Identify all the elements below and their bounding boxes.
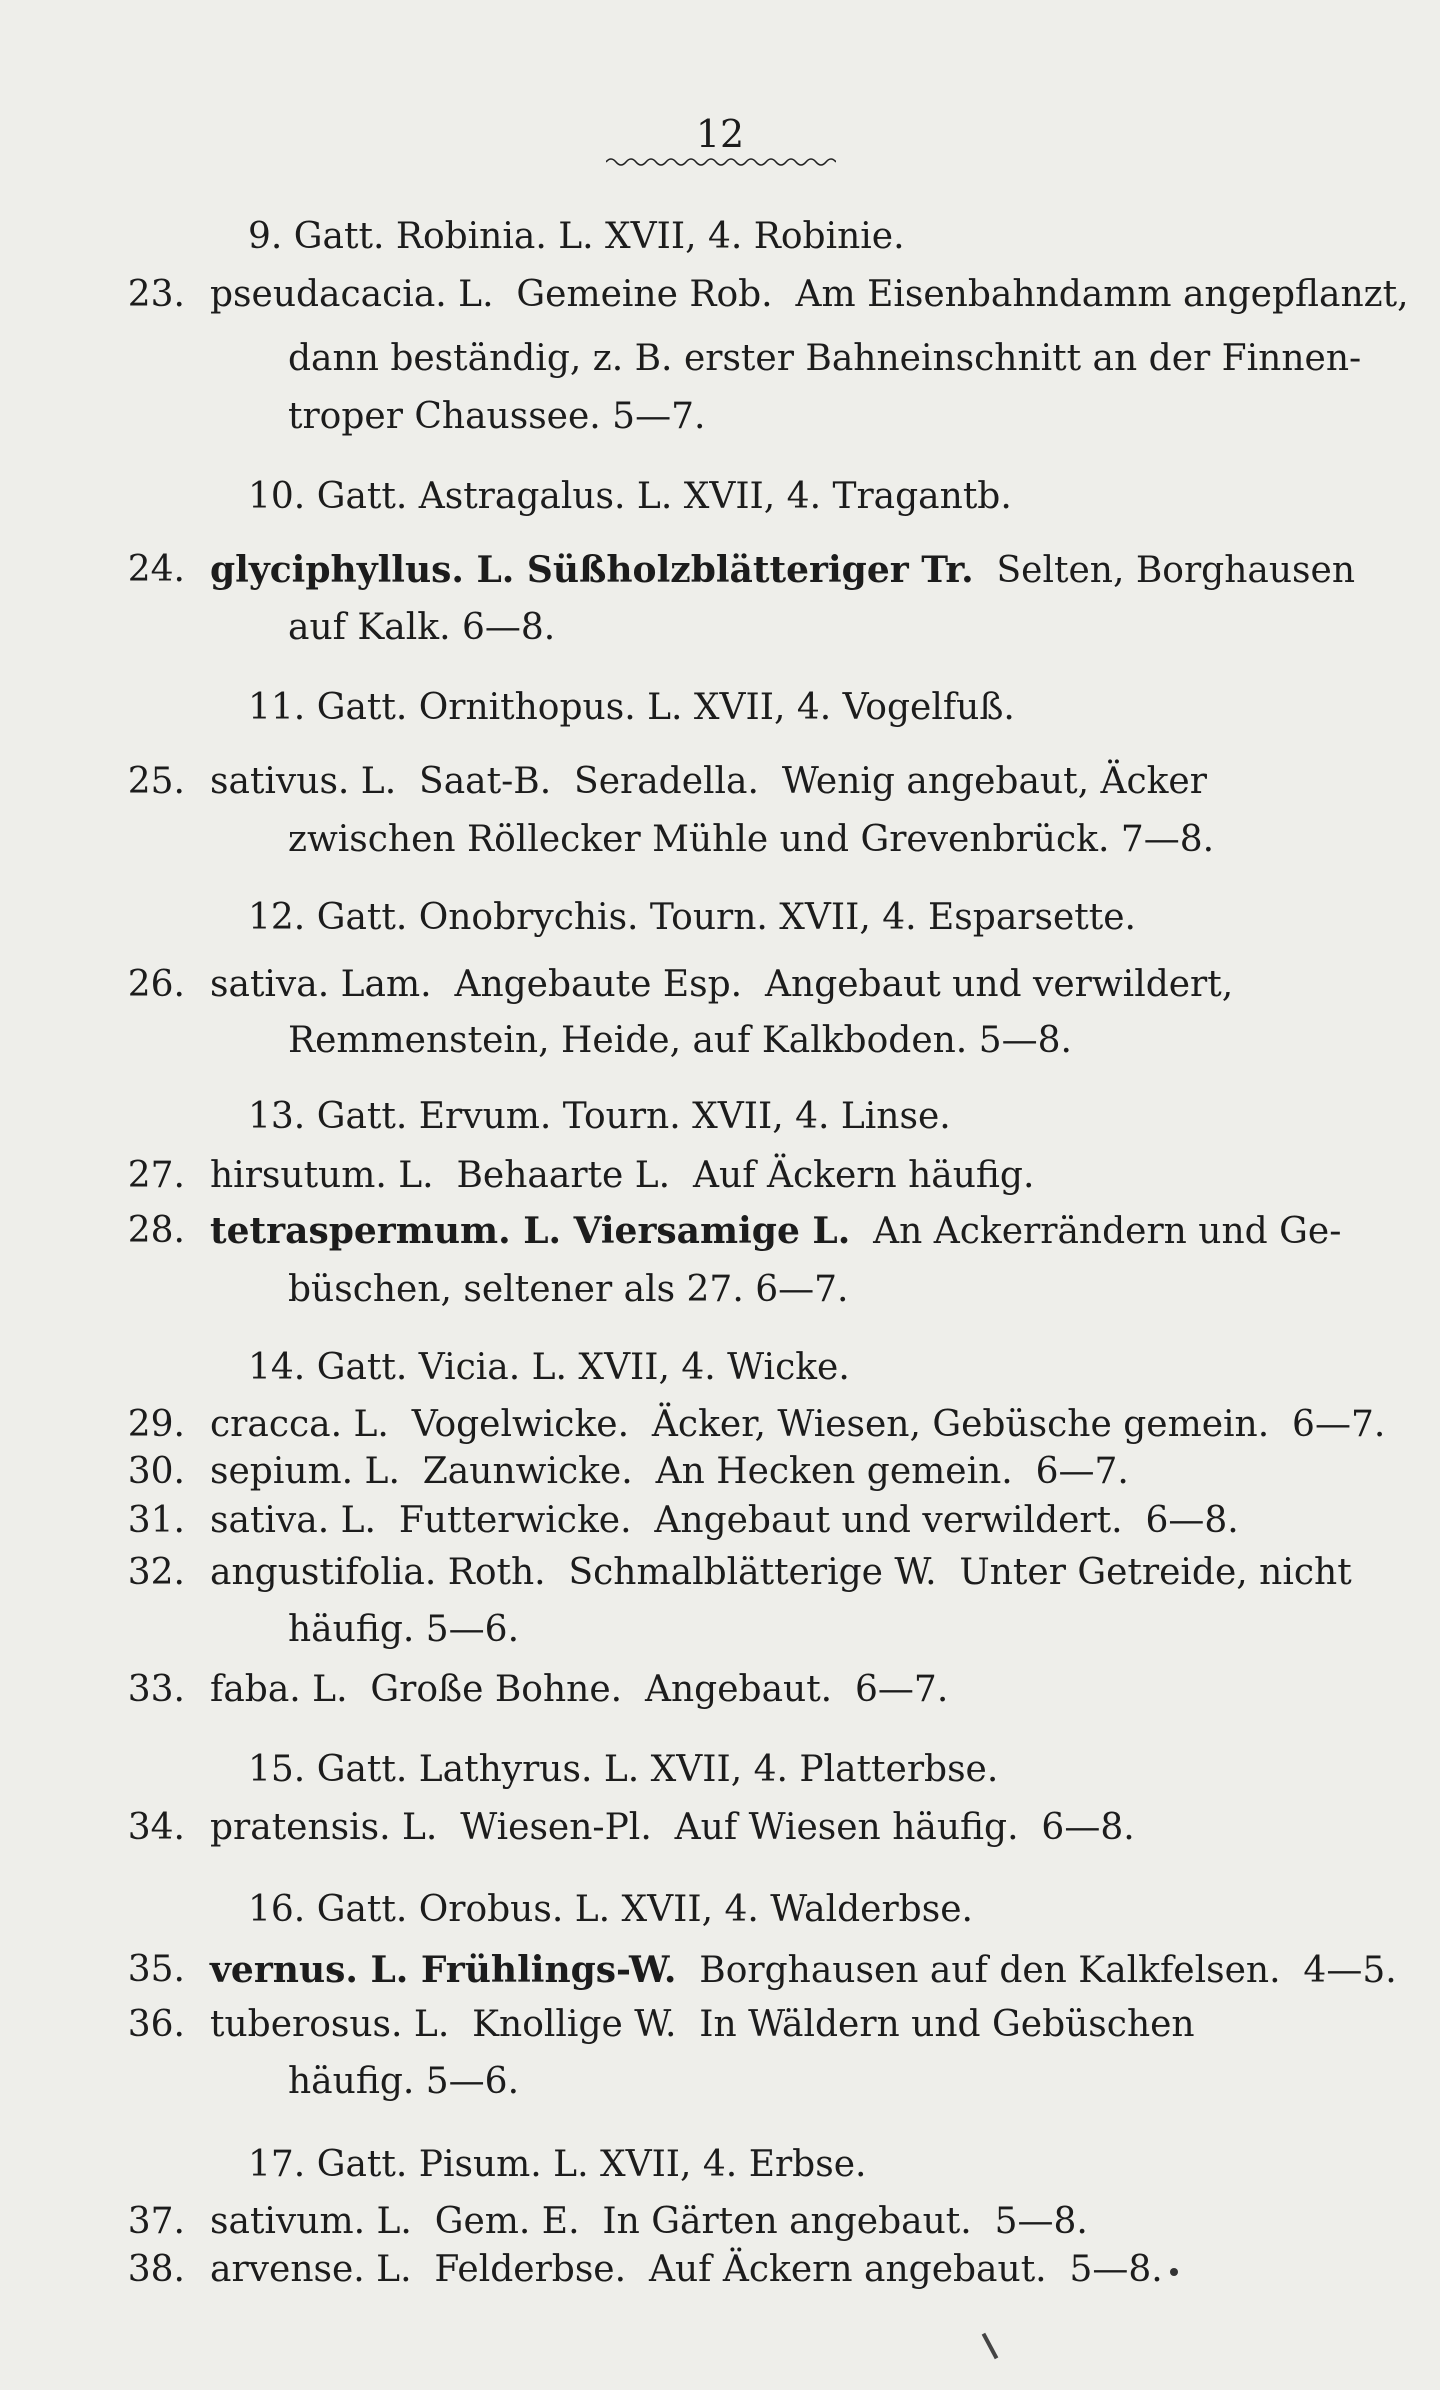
species-entry	[0, 1496, 1440, 1546]
species-entry	[0, 1206, 1440, 1256]
continuation-line	[0, 1016, 1440, 1066]
continuation-line	[0, 603, 1440, 653]
species-description: sativa. Lam. Angebaute Esp. Angebaut und verwildert,	[210, 964, 1234, 1005]
species-number: 23.	[127, 274, 185, 315]
genus-heading-text: 13. Gatt. Ervum. Tourn. XVII, 4. Linse.	[248, 1096, 951, 1137]
species-text	[210, 757, 1207, 807]
species-number: 36.	[127, 2004, 185, 2045]
genus-heading-text: 14. Gatt. Vicia. L. XVII, 4. Wicke.	[248, 1347, 850, 1388]
genus-heading	[0, 1343, 1440, 1393]
species-text	[210, 1496, 1239, 1546]
species-number: 24.	[127, 549, 185, 590]
species-text	[210, 1665, 948, 1715]
species-number: 30.	[127, 1451, 185, 1492]
species-entry	[0, 1400, 1440, 1450]
species-number: 25.	[127, 761, 185, 802]
genus-heading	[0, 683, 1440, 733]
genus-heading-text: 15. Gatt. Lathyrus. L. XVII, 4. Platterbse.	[248, 1749, 999, 1790]
species-entry	[0, 270, 1440, 320]
wavy-rule	[606, 155, 836, 169]
species-description: arvense. L. Felderbse. Auf Äckern angebaut. 5—8.	[210, 2249, 1163, 2290]
species-text	[210, 2245, 1163, 2295]
continuation-line	[0, 1605, 1440, 1655]
genus-heading-text: 17. Gatt. Pisum. L. XVII, 4. Erbse.	[248, 2144, 867, 2185]
species-entry	[0, 2000, 1440, 2050]
genus-heading-text: 10. Gatt. Astragalus. L. XVII, 4. Tragantb.	[248, 476, 1012, 517]
genus-heading-text: 12. Gatt. Onobrychis. Tourn. XVII, 4. Esparsette.	[248, 897, 1136, 938]
continuation-text: troper Chaussee. 5—7.	[288, 396, 706, 437]
species-text	[210, 545, 1355, 596]
continuation-line	[0, 1265, 1440, 1315]
continuation-text: Remmenstein, Heide, auf Kalkboden. 5—8.	[288, 1020, 1072, 1061]
species-entry	[0, 1945, 1440, 1995]
continuation-text: zwischen Röllecker Mühle und Grevenbrück. 7—8.	[288, 819, 1215, 860]
species-entry	[0, 1151, 1440, 1201]
species-text	[210, 960, 1233, 1010]
species-number: 34.	[127, 1807, 185, 1848]
continuation-line	[0, 2057, 1440, 2107]
species-entry	[0, 1548, 1440, 1598]
species-entry	[0, 1447, 1440, 1497]
species-number: 37.	[127, 2201, 185, 2242]
ink-dot	[1170, 2268, 1178, 2276]
genus-heading	[0, 893, 1440, 943]
page-number: 12	[695, 112, 745, 156]
species-description: An Ackerrändern und Ge-	[850, 1211, 1342, 1252]
species-number: 28.	[127, 1210, 185, 1251]
species-name-bold: vernus. L. Frühlings-W.	[210, 1949, 677, 1991]
species-description: Borghausen auf den Kalkfelsen. 4—5.	[676, 1950, 1397, 1991]
species-number: 26.	[127, 964, 185, 1005]
species-description: hirsutum. L. Behaarte L. Auf Äckern häufig.	[210, 1155, 1035, 1196]
continuation-text: häufig. 5—6.	[288, 2061, 520, 2102]
species-entry	[0, 1803, 1440, 1853]
genus-heading-text: 9. Gatt. Robinia. L. XVII, 4. Robinie.	[248, 216, 905, 257]
species-number: 27.	[127, 1155, 185, 1196]
species-description: sativus. L. Saat-B. Seradella. Wenig angebaut, Äcker	[210, 761, 1207, 802]
species-text	[210, 1447, 1129, 1497]
genus-heading	[0, 1745, 1440, 1795]
species-entry	[0, 545, 1440, 595]
species-text	[210, 1803, 1135, 1853]
species-text	[210, 1945, 1397, 1996]
species-description: sativa. L. Futterwicke. Angebaut und verwildert. 6—8.	[210, 1500, 1239, 1541]
species-text	[210, 2000, 1195, 2050]
species-entry	[0, 960, 1440, 1010]
continuation-text: häufig. 5—6.	[288, 1609, 520, 1650]
genus-heading	[0, 1885, 1440, 1935]
species-description: pratensis. L. Wiesen-Pl. Auf Wiesen häufig. 6—8.	[210, 1807, 1135, 1848]
species-text	[210, 2197, 1088, 2247]
species-text	[210, 1548, 1352, 1598]
species-number: 31.	[127, 1500, 185, 1541]
genus-heading-text: 11. Gatt. Ornithopus. L. XVII, 4. Vogelfuß.	[248, 687, 1015, 728]
genus-heading	[0, 472, 1440, 522]
species-name-bold: glyciphyllus. L. Süßholzblätteriger Tr.	[210, 549, 974, 591]
species-text	[210, 1151, 1034, 1201]
species-description: sativum. L. Gem. E. In Gärten angebaut. 5—8.	[210, 2201, 1088, 2242]
continuation-line	[0, 334, 1440, 384]
species-description: faba. L. Große Bohne. Angebaut. 6—7.	[210, 1669, 949, 1710]
species-name-bold: tetraspermum. L. Viersamige L.	[210, 1210, 851, 1252]
genus-heading	[0, 2140, 1440, 2190]
continuation-line	[0, 392, 1440, 442]
species-description: Selten, Borghausen	[973, 550, 1356, 591]
species-number: 32.	[127, 1552, 185, 1593]
continuation-text: büschen, seltener als 27. 6—7.	[288, 1269, 849, 1310]
species-number: 38.	[127, 2249, 185, 2290]
species-number: 29.	[127, 1404, 185, 1445]
genus-heading	[0, 212, 1440, 262]
species-description: cracca. L. Vogelwicke. Äcker, Wiesen, Gebüsche gemein. 6—7.	[210, 1404, 1386, 1445]
species-entry	[0, 2197, 1440, 2247]
species-entry	[0, 757, 1440, 807]
continuation-text: dann beständig, z. B. erster Bahneinschnitt an der Finnen-	[288, 338, 1362, 379]
species-description: pseudacacia. L. Gemeine Rob. Am Eisenbahndamm angepflanzt,	[210, 274, 1409, 315]
continuation-text: auf Kalk. 6—8.	[288, 607, 556, 648]
species-description: sepium. L. Zaunwicke. An Hecken gemein. 6—7.	[210, 1451, 1129, 1492]
species-entry	[0, 1665, 1440, 1715]
species-description: angustifolia. Roth. Schmalblätterige W. Unter Getreide, nicht	[210, 1552, 1352, 1593]
species-entry	[0, 2245, 1440, 2295]
species-number: 33.	[127, 1669, 185, 1710]
continuation-line	[0, 815, 1440, 865]
genus-heading	[0, 1092, 1440, 1142]
species-number: 35.	[127, 1949, 185, 1990]
genus-heading-text: 16. Gatt. Orobus. L. XVII, 4. Walderbse.	[248, 1889, 973, 1930]
species-text	[210, 270, 1409, 320]
species-description: tuberosus. L. Knollige W. In Wäldern und Gebüschen	[210, 2004, 1195, 2045]
ink-mark	[982, 2333, 999, 2360]
species-text	[210, 1400, 1385, 1450]
species-text	[210, 1206, 1341, 1257]
